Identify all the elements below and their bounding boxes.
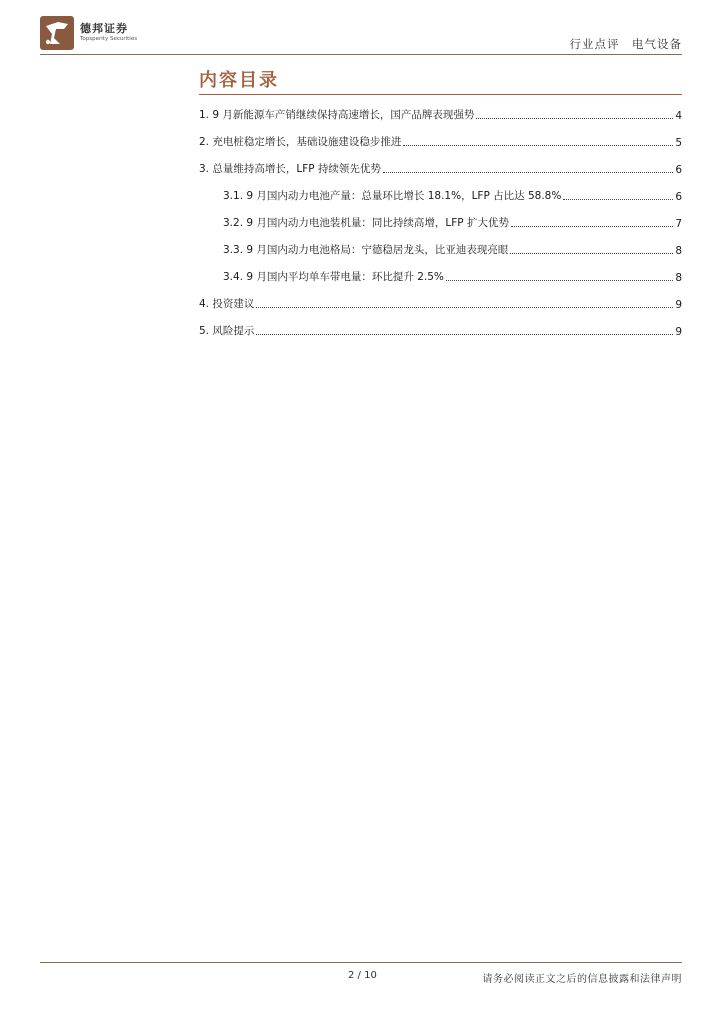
toc-entry[interactable] [199,160,682,176]
toc-entry-text: 3.3. 9 月国内动力电池格局：宁德稳居龙头，比亚迪表现亮眼 [223,244,509,256]
legal-disclaimer: 请务必阅读正文之后的信息披露和法律声明 [482,974,682,985]
report-category: 行业点评 电气设备 [569,37,682,51]
brand-name-cn: 德邦证券 [80,22,128,35]
toc-entry-text: 1. 9 月新能源车产销继续保持高速增长，国产品牌表现强势 [199,109,475,121]
toc-leader [256,334,673,335]
toc-entry-page: 6 [675,164,682,176]
toc-entry-page: 9 [675,299,682,311]
toc-leader [403,145,673,146]
toc-entry-page: 9 [675,326,682,338]
toc-entry[interactable] [199,106,682,122]
toc-entry-page: 6 [675,191,682,203]
toc-title-underline [199,94,682,95]
toc-leader [476,118,673,119]
toc-entry[interactable] [199,322,682,338]
header-divider [40,54,682,55]
toc-leader [563,199,673,200]
toc-entry[interactable] [199,295,682,311]
company-logo [40,14,160,52]
toc-entry-text: 3.1. 9 月国内动力电池产量：总量环比增长 18.1%，LFP 占比达 58.8% [223,190,562,202]
toc-entry[interactable] [199,133,682,149]
toc-entry-page: 8 [675,272,682,284]
toc-subentry[interactable] [223,187,682,203]
toc-entry-page: 8 [675,245,682,257]
toc-entry-text: 4. 投资建议 [199,298,255,310]
toc-entry-text: 3.4. 9 月国内平均单车带电量：环比提升 2.5% [223,271,444,283]
toc-entry-text: 3. 总量维持高增长，LFP 持续领先优势 [199,163,381,175]
toc-subentry[interactable] [223,268,682,284]
toc-leader [446,280,673,281]
page-number: 2 / 10 [348,970,377,981]
toc-leader [510,253,673,254]
toc-title: 内容目录 [199,70,279,91]
toc-subentry[interactable] [223,241,682,257]
toc-entry-page: 7 [675,218,682,230]
toc-leader [383,172,673,173]
toc-entry-page: 4 [675,110,682,122]
toc-entry-text: 2. 充电桩稳定增长，基础设施建设稳步推进 [199,136,402,148]
page-header [40,14,682,58]
toc-entry-text: 3.2. 9 月国内动力电池装机量：同比持续高增，LFP 扩大优势 [223,217,509,229]
logo-mark-icon [40,16,74,50]
brand-name-en: Topsperity Securities [80,36,138,42]
toc-entry-text: 5. 风险提示 [199,325,255,337]
toc-leader [511,226,673,227]
toc-entry-page: 5 [675,137,682,149]
footer-divider [40,962,682,963]
toc-subentry[interactable] [223,214,682,230]
toc-leader [256,307,673,308]
